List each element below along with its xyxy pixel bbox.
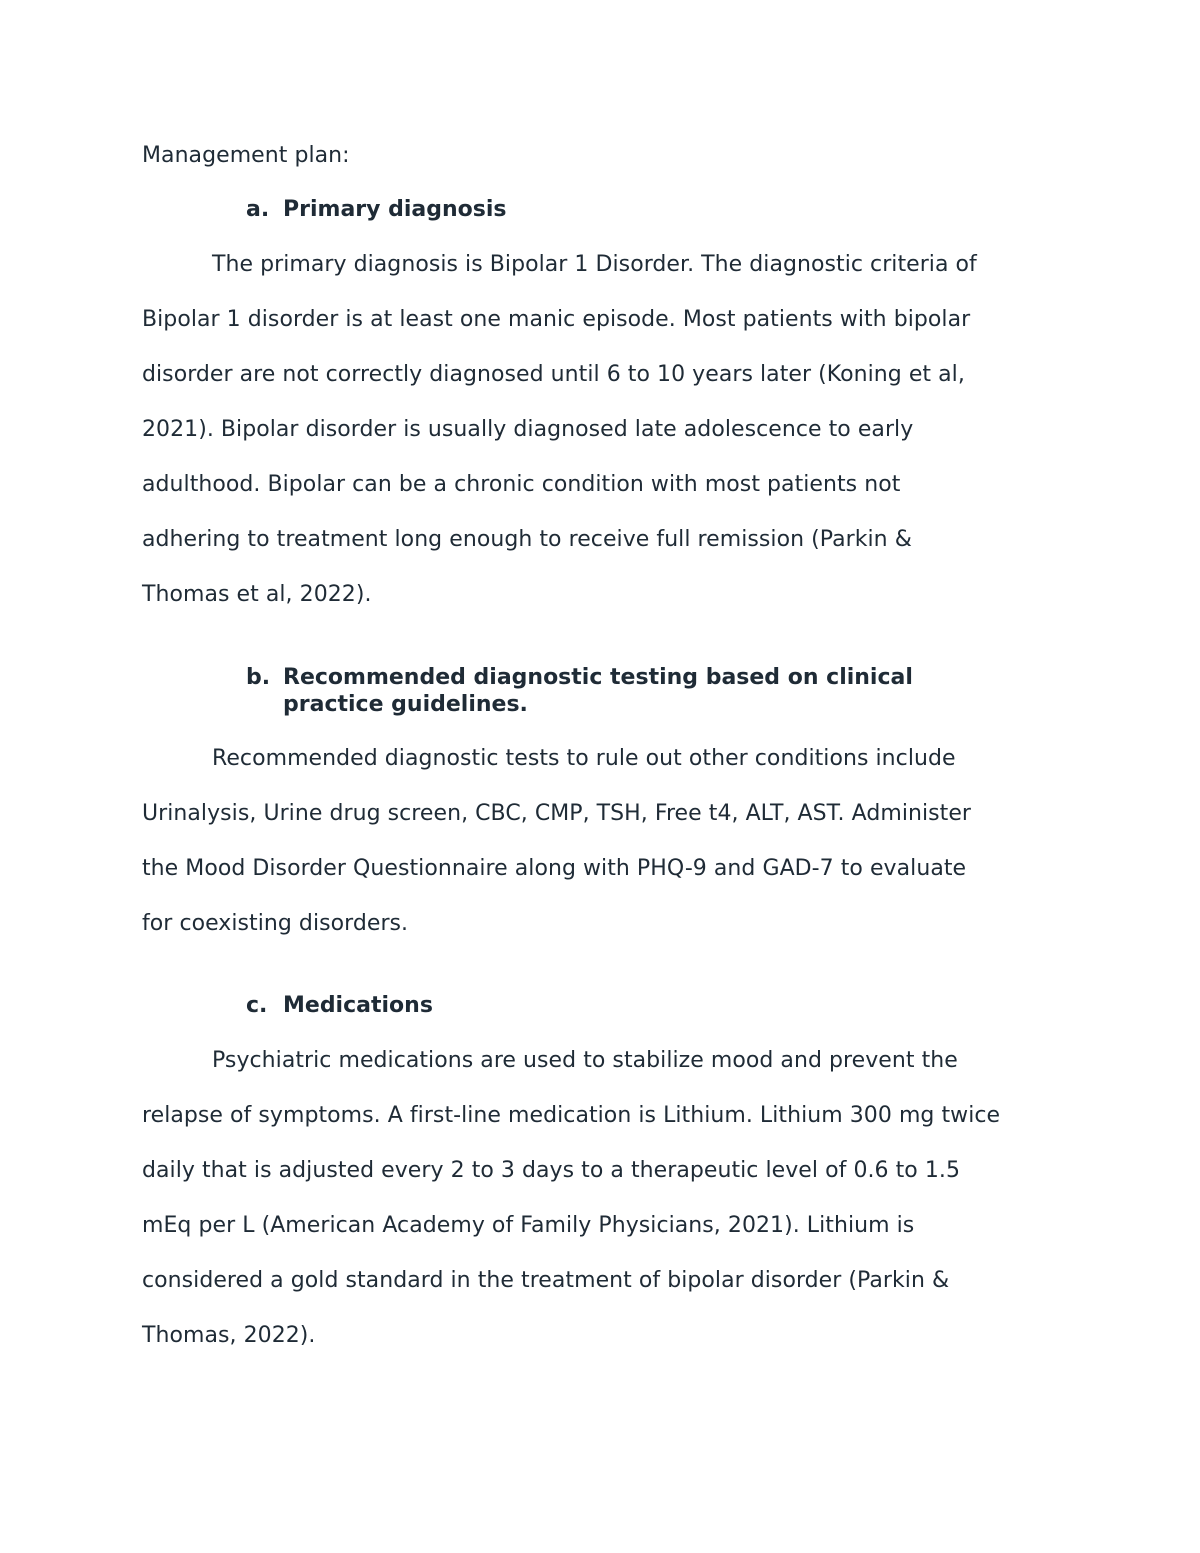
section-heading-primary-diagnosis: [246, 196, 507, 223]
section-marker: b.: [246, 665, 271, 690]
section-heading-text: Medications: [283, 993, 433, 1018]
section-heading-text: Primary diagnosis: [283, 197, 507, 222]
paragraph-line: daily that is adjusted every 2 to 3 days to a therapeutic level of 0.6 to 1.5: [142, 1158, 960, 1183]
paragraph-line: Recommended diagnostic tests to rule out other conditions include: [212, 746, 956, 771]
paragraph-line: for coexisting disorders.: [142, 911, 409, 936]
paragraph-line: The primary diagnosis is Bipolar 1 Disorder. The diagnostic criteria of: [212, 252, 977, 277]
paragraph-line: disorder are not correctly diagnosed until 6 to 10 years later (Koning et al,: [142, 362, 965, 387]
section-heading-medications: [246, 992, 433, 1019]
paragraph-line: Thomas et al, 2022).: [142, 582, 372, 607]
paragraph-line: Bipolar 1 disorder is at least one manic episode. Most patients with bipolar: [142, 307, 971, 332]
paragraph-line: considered a gold standard in the treatment of bipolar disorder (Parkin &: [142, 1268, 950, 1293]
paragraph-line: relapse of symptoms. A first-line medication is Lithium. Lithium 300 mg twice: [142, 1103, 1001, 1128]
section-heading-continuation: practice guidelines.: [283, 692, 528, 717]
paragraph-line: 2021). Bipolar disorder is usually diagnosed late adolescence to early: [142, 417, 914, 442]
paragraph-line: adhering to treatment long enough to receive full remission (Parkin &: [142, 527, 912, 552]
paragraph-line: the Mood Disorder Questionnaire along with PHQ-9 and GAD-7 to evaluate: [142, 856, 967, 881]
paragraph-line: mEq per L (American Academy of Family Physicians, 2021). Lithium is: [142, 1213, 915, 1238]
paragraph-line: Urinalysis, Urine drug screen, CBC, CMP, TSH, Free t4, ALT, AST. Administer: [142, 801, 972, 826]
section-marker: c.: [246, 993, 268, 1018]
paragraph-line: adulthood. Bipolar can be a chronic condition with most patients not: [142, 472, 901, 497]
section-heading-text: Recommended diagnostic testing based on clinical: [283, 665, 913, 690]
section-heading-diagnostic-testing: [246, 664, 913, 717]
document-title: Management plan:: [142, 143, 350, 168]
paragraph-line: Psychiatric medications are used to stabilize mood and prevent the: [212, 1048, 958, 1073]
section-marker: a.: [246, 197, 270, 222]
paragraph-line: Thomas, 2022).: [142, 1323, 316, 1348]
